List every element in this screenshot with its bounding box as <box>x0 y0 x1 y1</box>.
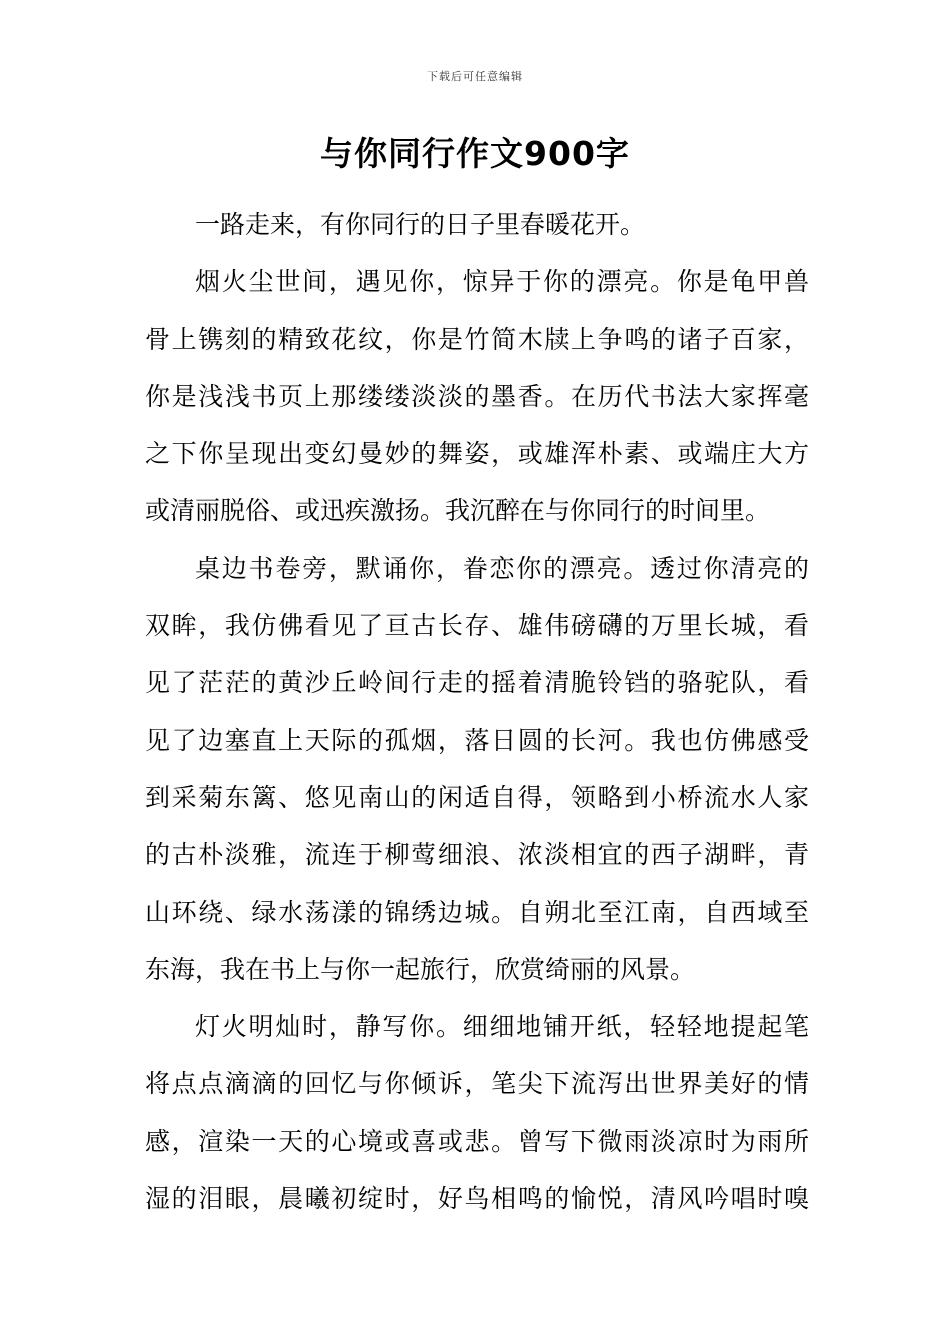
paragraph-line: 烟火尘世间，遇见你，惊异于你的漂亮。你是龟甲兽 <box>195 267 809 297</box>
paragraph-line: 骨上镌刻的精致花纹，你是竹简木牍上争鸣的诸子百家， <box>145 324 809 354</box>
paragraph-line: 灯火明灿时，静写你。细细地铺开纸，轻轻地提起笔 <box>195 1012 809 1042</box>
paragraph-line: 感，渲染一天的心境或喜或悲。曾写下微雨淡凉时为雨所 <box>145 1126 809 1156</box>
paragraph-line: 湿的泪眼，晨曦初绽时，好鸟相鸣的愉悦，清风吟唱时嗅 <box>145 1184 809 1214</box>
paragraph-line: 双眸，我仿佛看见了亘古长存、雄伟磅礴的万里长城，看 <box>145 611 809 641</box>
paragraph-line: 之下你呈现出变幻曼妙的舞姿，或雄浑朴素、或端庄大方 <box>145 439 809 469</box>
document-title: 与你同行作文900字 <box>320 134 630 173</box>
paragraph-line: 东海，我在书上与你一起旅行，欣赏绮丽的风景。 <box>145 954 696 984</box>
paragraph-line: 一路走来，有你同行的日子里春暖花开。 <box>195 210 646 239</box>
paragraph-line: 见了边塞直上天际的孤烟，落日圆的长河。我也仿佛感受 <box>145 725 809 755</box>
paragraph-line: 的古朴淡雅，流连于柳莺细浪、浓淡相宜的西子湖畔，青 <box>145 840 809 870</box>
header-note: 下载后可任意编辑 <box>427 70 523 83</box>
paragraph-line: 桌边书卷旁，默诵你，眷恋你的漂亮。透过你清亮的 <box>195 553 809 583</box>
paragraph-line: 或清丽脱俗、或迅疾激扬。我沉醉在与你同行的时间里。 <box>145 496 771 526</box>
paragraph-line: 到采菊东篱、悠见南山的闲适自得，领略到小桥流水人家 <box>145 782 809 812</box>
essay-body <box>145 196 809 1227</box>
paragraph-line: 山环绕、绿水荡漾的锦绣边城。自朔北至江南，自西域至 <box>145 897 809 927</box>
paragraph-line: 将点点滴滴的回忆与你倾诉，笔尖下流泻出世界美好的情 <box>145 1069 809 1099</box>
paragraph-line: 见了茫茫的黄沙丘岭间行走的摇着清脆铃铛的骆驼队，看 <box>145 668 809 698</box>
paragraph-line: 你是浅浅书页上那缕缕淡淡的墨香。在历代书法大家挥毫 <box>145 381 809 411</box>
